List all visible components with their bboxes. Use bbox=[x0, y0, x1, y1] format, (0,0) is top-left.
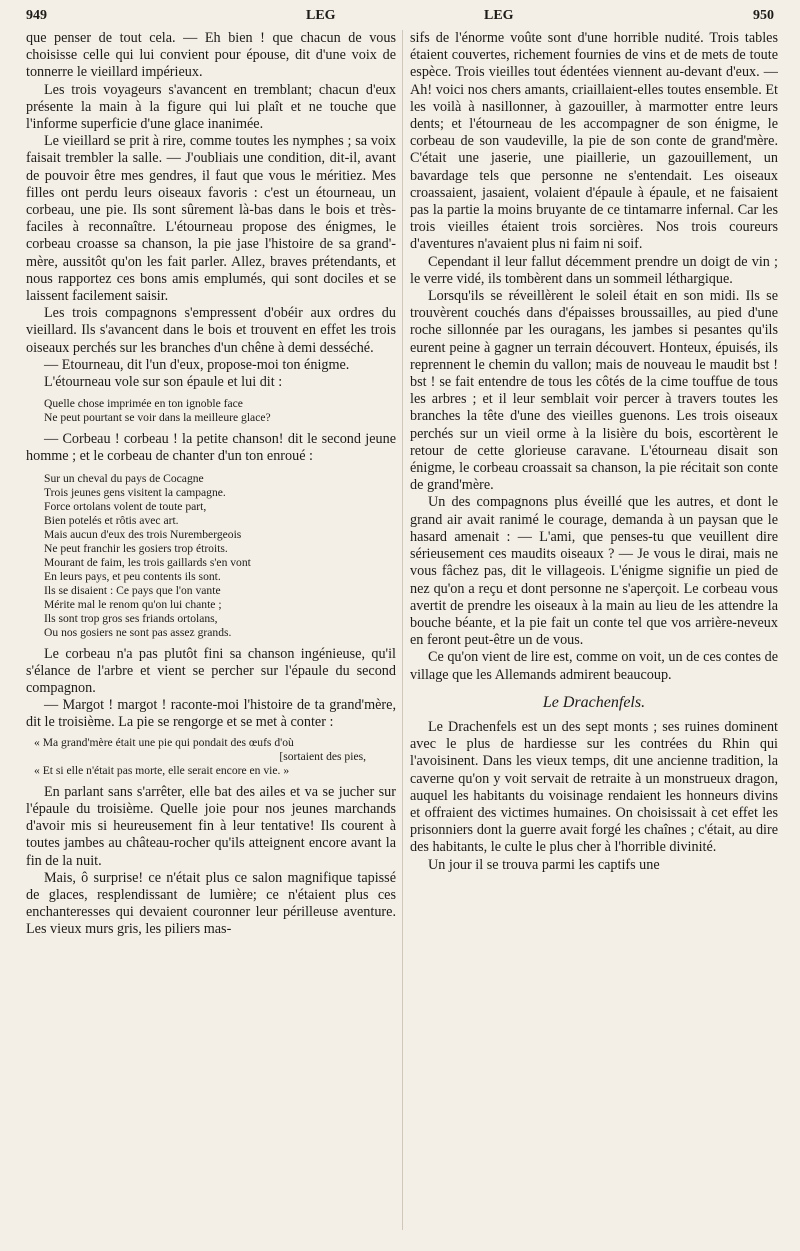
verse-line: Mais aucun d'eux des trois Nurembergeois bbox=[44, 527, 242, 541]
verse-line: Ne peut pourtant se voir dans la meilleure glace? bbox=[44, 411, 271, 425]
paragraph: sifs de l'énorme voûte sont d'une horrible nudité. Trois tables étaient couvertes, richement fournies de vins et de mets de toute espèce. Trois vieilles tout édentées viennent au-devant d'eux. — Ah! voici nos chers amants, criaillaient-elles toutes ensemble. Et les voilà à nasillonner, à gazouiller, à marmotter entre leurs dents; et l'étourneau de les accompagner de son énigme, le corbeau de son vaudeville, la pie de son conte de grand'mère. C'était une jaserie, une piaillerie, un gazouillement, un bavardage tels que personne ne s'entendait. Les oiseaux croassaient, jasaient, volaient d'épaule à épaule, et ne faisaient pas la partie la moins bruyante de ce tintamarre infernal. Car les trois vieilles étaient trois sorcières. Nos trois coureurs d'aventures n'avaient plus ni faim ni soif. bbox=[410, 30, 778, 253]
quote-line: « Et si elle n'était pas morte, elle serait encore en vie. » bbox=[34, 763, 290, 777]
paragraph: En parlant sans s'arrêter, elle bat des ailes et va se jucher sur l'épaule du troisième. Quelle joie pour nos jeunes marchands d'avoir mis si heureusement fin à leur tentative! Ils courent à toutes jambes au château-rocher qu'ils atteignent encore avant la fin de la nuit. bbox=[26, 783, 396, 869]
verse-line: Sur un cheval du pays de Cocagne bbox=[44, 471, 204, 485]
paragraph: que penser de tout cela. — Eh bien ! que chacun de vous choisisse celle qui lui convient pour épouse, dit d'une voix de tonnerre le vieillard impérieux. bbox=[26, 30, 396, 81]
verse-line: Quelle chose imprimée en ton ignoble face bbox=[44, 397, 243, 411]
quote-line: « Ma grand'mère était une pie qui pondait des œufs d'où bbox=[34, 735, 294, 749]
paragraph: Le vieillard se prit à rire, comme toutes les nymphes ; sa voix faisait trembler la salle. — J'oubliais une condition, dit-il, avant de pouvoir être mes gendres, il faut que vous le méritiez. Mes filles ont perdu leurs oiseaux favoris : c'est un étourneau, un corbeau, une pie. Ils sont sûrement là-bas dans le bois et très-faciles à reconnaître. L'étourneau propose des énigmes, le corbeau croasse sa chanson, la pie jase l'histoire de sa grand'-mère, aussitôt qu'on les fait parler. Allez, braves prétendants, et nous rapportez ces bons amis emplumés, qui sont dociles et se laissent facilement saisir. bbox=[26, 133, 396, 305]
verse-line: Ne peut franchir les gosiers trop étroits. bbox=[44, 541, 228, 555]
paragraph: Le Drachenfels est un des sept monts ; ses ruines dominent avec le plus de hardiesse sur les contrées du Rhin qui l'avoisinent. Dans les vieux temps, dit une ancienne tradition, la caverne qu'on y voit servait de retraite à un monstrueux dragon, auquel les habitants du voisinage rendaient les honneurs divins et offraient des victimes humaines. On choisissait à cet effet les prisonniers dont la guerre avait forgé les chaînes ; c'était, au dire des habitants, le culte le plus cher à l'horrible divinité. bbox=[410, 718, 778, 856]
running-title-right: LEG bbox=[484, 8, 514, 23]
paragraph: Le corbeau n'a pas plutôt fini sa chanson ingénieuse, qu'il s'élance de l'arbre et vient se percher sur l'épaule du second compagnon. bbox=[26, 645, 396, 697]
verse-song bbox=[44, 472, 396, 640]
paragraph: — Etourneau, dit l'un d'eux, propose-moi ton énigme. bbox=[44, 356, 350, 373]
quote-line: [sortaient des pies, bbox=[279, 749, 366, 763]
page-number-right: 950 bbox=[753, 8, 774, 23]
paragraph: L'étourneau vole sur son épaule et lui dit : bbox=[44, 374, 283, 391]
left-column bbox=[26, 30, 396, 1240]
verse-line: Force ortolans volent de toute part, bbox=[44, 499, 207, 513]
paragraph: Les trois compagnons s'empressent d'obéir aux ordres du vieillard. Ils s'avancent dans le bois et trouvent en effet les trois oiseaux perchés sur les branches d'un chêne à demi desséché. bbox=[26, 305, 396, 356]
verse-line: Mourant de faim, les trois gaillards s'en vont bbox=[44, 555, 251, 569]
page-number-left: 949 bbox=[26, 8, 47, 23]
column-divider bbox=[402, 30, 403, 1230]
verse-line: Ils se disaient : Ce pays que l'on vante bbox=[44, 583, 221, 597]
verse-line: Ou nos gosiers ne sont pas assez grands. bbox=[44, 625, 232, 639]
paragraph: Lorsqu'ils se réveillèrent le soleil était en son midi. Ils se trouvèrent couchés dans d'épaisses broussailles, au pied d'une roche sillonnée par les ouragans, les jambes si pesantes qu'ils eurent peine à gagner un terrain découvert. Honteux, épuisés, ils reprennent le chemin du vallon; mais de nouveau le maudit bst ! bst ! se fait entendre de tous les côtés de la cime touffue de tous les arbres ; et il leur semblait voir percer à travers toutes les branches la tête d'une des vieilles guenons. Les trois oiseaux perchés sur un vieil orme à la lisière du bois, escortèrent le retour de cette glorieuse caravane. L'étourneau disait son énigme, le corbeau croassait sa chanson, la pie récitait son conte de grand'mère. bbox=[410, 288, 778, 494]
verse-line: Mérite mal le renom qu'on lui chante ; bbox=[44, 597, 222, 611]
verse-line: Ils sont trop gros ses friands ortolans, bbox=[44, 611, 218, 625]
running-title-left: LEG bbox=[306, 8, 336, 23]
running-header bbox=[26, 8, 774, 30]
paragraph: Un jour il se trouva parmi les captifs une bbox=[428, 856, 660, 873]
paragraph: Un des compagnons plus éveillé que les autres, et dont le grand air avait ranimé le courage, demanda à un paysan que le hasard amenait : — L'ami, que penses-tu que veuillent dire sérieusement ces maudits oiseaux ? — Je vous le dirai, mais ne vous fâchez pas, dit le villageois. L'énigme signifie un pied de nez qu'on a reçu et dont personne ne s'aperçoit. Le corbeau vous avertit de prendre les oiseaux à la main au lieu de les attendre la bouche béante, et la pie fait un conte tel que vos arrière-neveux en feront peut-être un de vous. bbox=[410, 494, 778, 649]
paragraph: Cependant il leur fallut décemment prendre un doigt de vin ; le verre vidé, ils tombèrent dans un sommeil léthargique. bbox=[410, 253, 778, 287]
paragraph: — Corbeau ! corbeau ! la petite chanson! dit le second jeune homme ; et le corbeau de chanter d'un ton enroué : bbox=[26, 431, 396, 465]
verse-line: En leurs pays, et peu contents ils sont. bbox=[44, 569, 221, 583]
verse-line: Bien potelés et rôtis avec art. bbox=[44, 513, 179, 527]
verse-riddle bbox=[44, 397, 396, 425]
section-title: Le Drachenfels. bbox=[542, 693, 646, 711]
paragraph: Les trois voyageurs s'avancent en tremblant; chacun d'eux présente la main à la figure qui lui plaît et ne touche que l'informe superficie d'une glace inanimée. bbox=[26, 81, 396, 133]
verse-line: Trois jeunes gens visitent la campagne. bbox=[44, 485, 226, 499]
paragraph: — Margot ! margot ! raconte-moi l'histoire de ta grand'mère, dit le troisième. La pie se rengorge et se met à conter : bbox=[26, 697, 396, 731]
paragraph: Ce qu'on vient de lire est, comme on voit, un de ces contes de village que les Allemands admirent beaucoup. bbox=[410, 649, 778, 683]
right-column bbox=[410, 30, 778, 1240]
paragraph: Mais, ô surprise! ce n'était plus ce salon magnifique tapissé de glaces, resplendissant de lumière; ce n'étaient plus ces enchanteresses qui devaient couronner leur périlleuse aventure. Les vieux murs gris, les piliers mas- bbox=[26, 869, 396, 938]
tale-quote bbox=[34, 736, 396, 778]
